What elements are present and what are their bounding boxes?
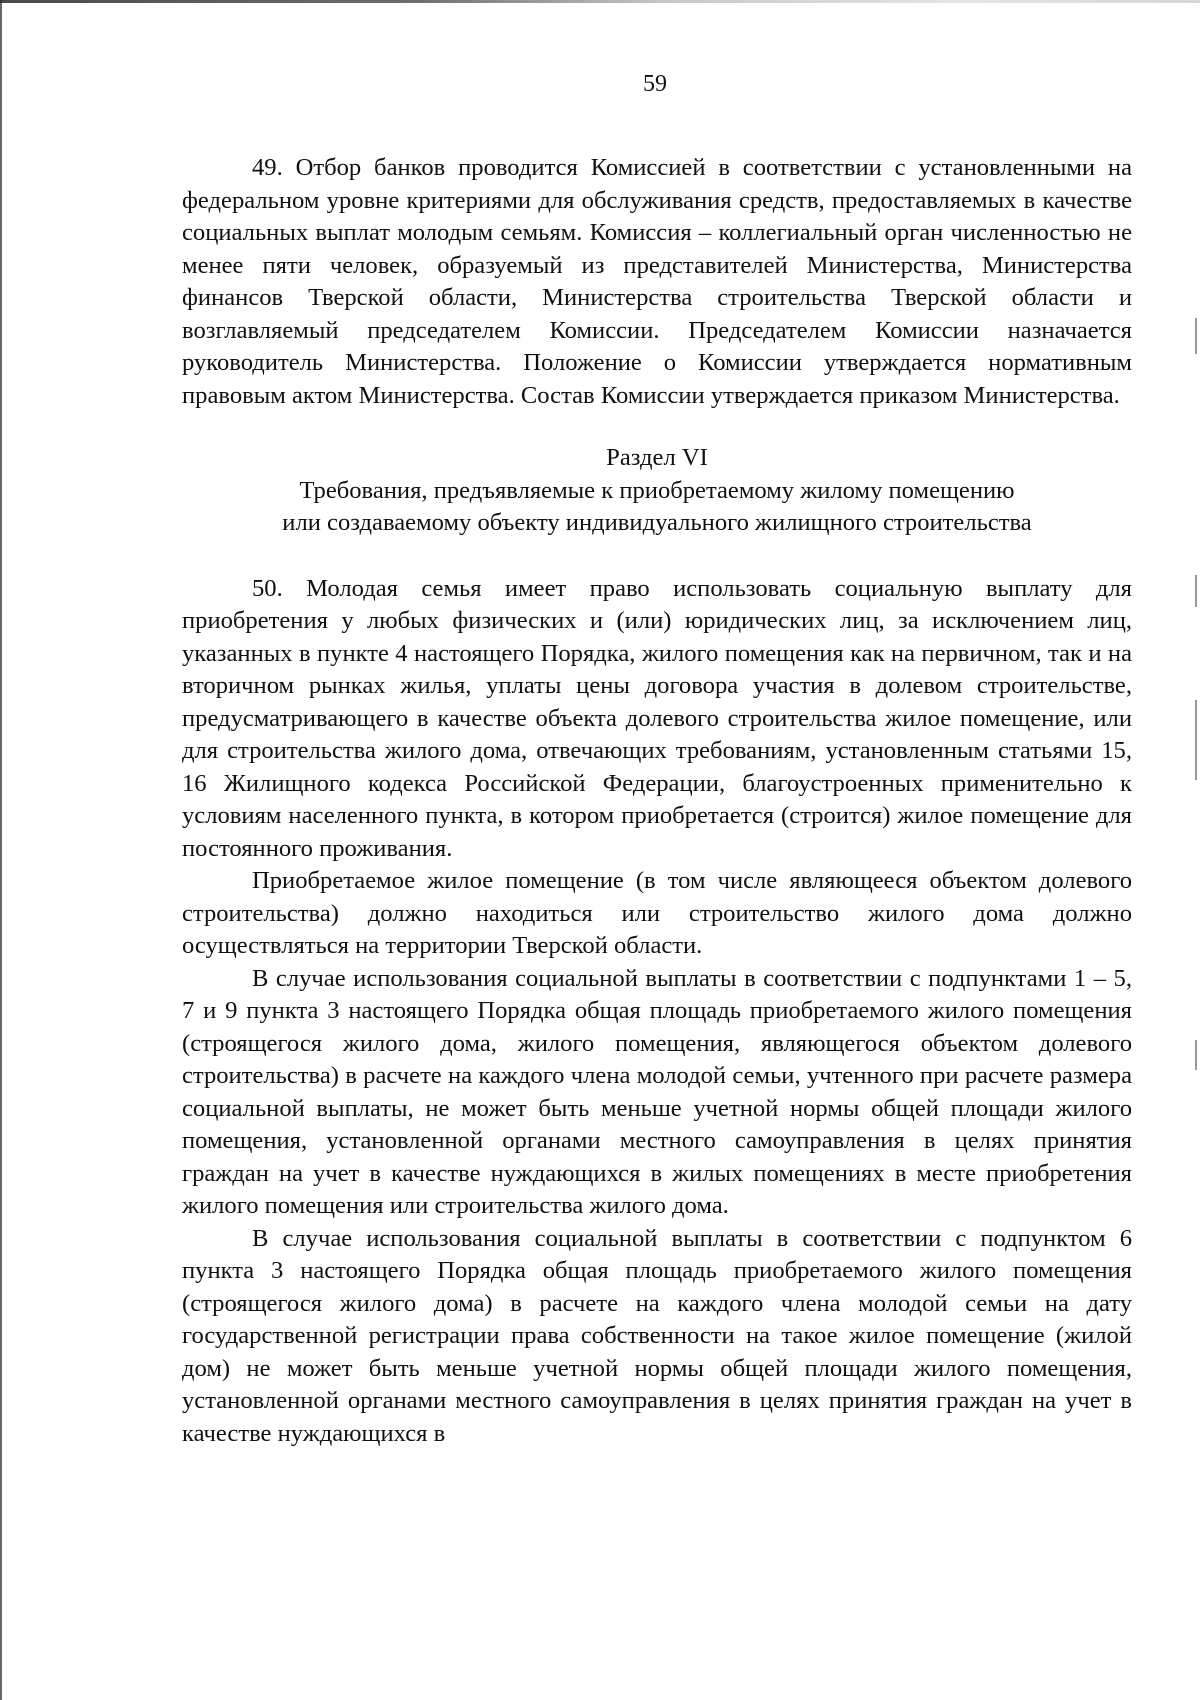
paragraph-50-location: Приобретаемое жилое помещение (в том числе являющееся объектом долевого строительства) должно находиться или строительство жилого дома должно осуществляться на территории Тверской области.	[182, 867, 1132, 959]
paragraph-49: 49. Отбор банков проводится Комиссией в соответствии с установленными на федеральном уровне критериями для обслуживания средств, предоставляемых в качестве социальных выплат молодым семьям. Комиссия – коллегиальный орган численностью не менее пяти человек, образуемый из представителей Министерства, Министерства финансов Тверской области, Министерства строительства Тверской области и возглавляемый председателем Комиссии. Председателем Комиссии назначается руководитель Министерства. Положение о Комиссии утверждается нормативным правовым актом Министерства. Состав Комиссии утверждается приказом Министерства.	[182, 154, 1132, 409]
section-label: Раздел VI	[606, 444, 708, 471]
section-title-line-2: или создаваемому объекту индивидуального жилищного строительства	[282, 509, 1032, 536]
scan-mark-right	[1195, 700, 1197, 780]
paragraph-50: 50. Молодая семья имеет право использовать социальную выплату для приобретения у любых физических и (или) юридических лиц, за исключением лиц, указанных в пункте 4 настоящего Порядка, жилого помещения как на первичном, так и на вторичном рынках жилья, уплаты цены договора участия в долевом строительстве, предусматривающего в качестве объекта долевого строительства жилое помещение, или для строительства жилого дома, отвечающих требованиям, установленным статьями 15, 16 Жилищного кодекса Российской Федерации, благоустроенных применительно к условиям населенного пункта, в котором приобретается (строится) жилое помещение для постоянного проживания.	[182, 574, 1132, 862]
scan-mark-right	[1195, 1040, 1197, 1070]
page-number: 59	[643, 71, 667, 97]
section-header	[182, 442, 1132, 540]
scan-mark-right	[1195, 318, 1197, 354]
document-body	[182, 152, 1132, 1450]
scan-mark-right	[1195, 575, 1197, 607]
scan-edge-top	[0, 0, 1200, 3]
paragraph-50-area-requirement-1: В случае использования социальной выплаты в соответствии с подпунктами 1 – 5, 7 и 9 пункта 3 настоящего Порядка общая площадь приобретаемого жилого помещения (строящегося жилого дома, жилого помещения, являющегося объектом долевого строительства) в расчете на каждого члена молодой семьи, учтенного при расчете размера социальной выплаты, не может быть меньше учетной нормы общей площади жилого помещения, установленной органами местного самоуправления в целях принятия граждан на учет в качестве нуждающихся в жилых помещениях в месте приобретения жилого помещения или строительства жилого дома.	[182, 964, 1132, 1219]
section-title-line-1: Требования, предъявляемые к приобретаемому жилому помещению	[299, 476, 1015, 504]
paragraph-50-area-requirement-2: В случае использования социальной выплаты в соответствии с подпунктом 6 пункта 3 настоящего Порядка общая площадь приобретаемого жилого помещения (строящегося жилого дома) в расчете на каждого члена молодой семьи на дату государственной регистрации права собственности на такое жилое помещение (жилой дом) не может быть меньше учетной нормы общей площади жилого помещения, установленной органами местного самоуправления в целях принятия граждан на учет в качестве нуждающихся в	[182, 1224, 1132, 1447]
scan-edge-left	[0, 0, 2, 1700]
